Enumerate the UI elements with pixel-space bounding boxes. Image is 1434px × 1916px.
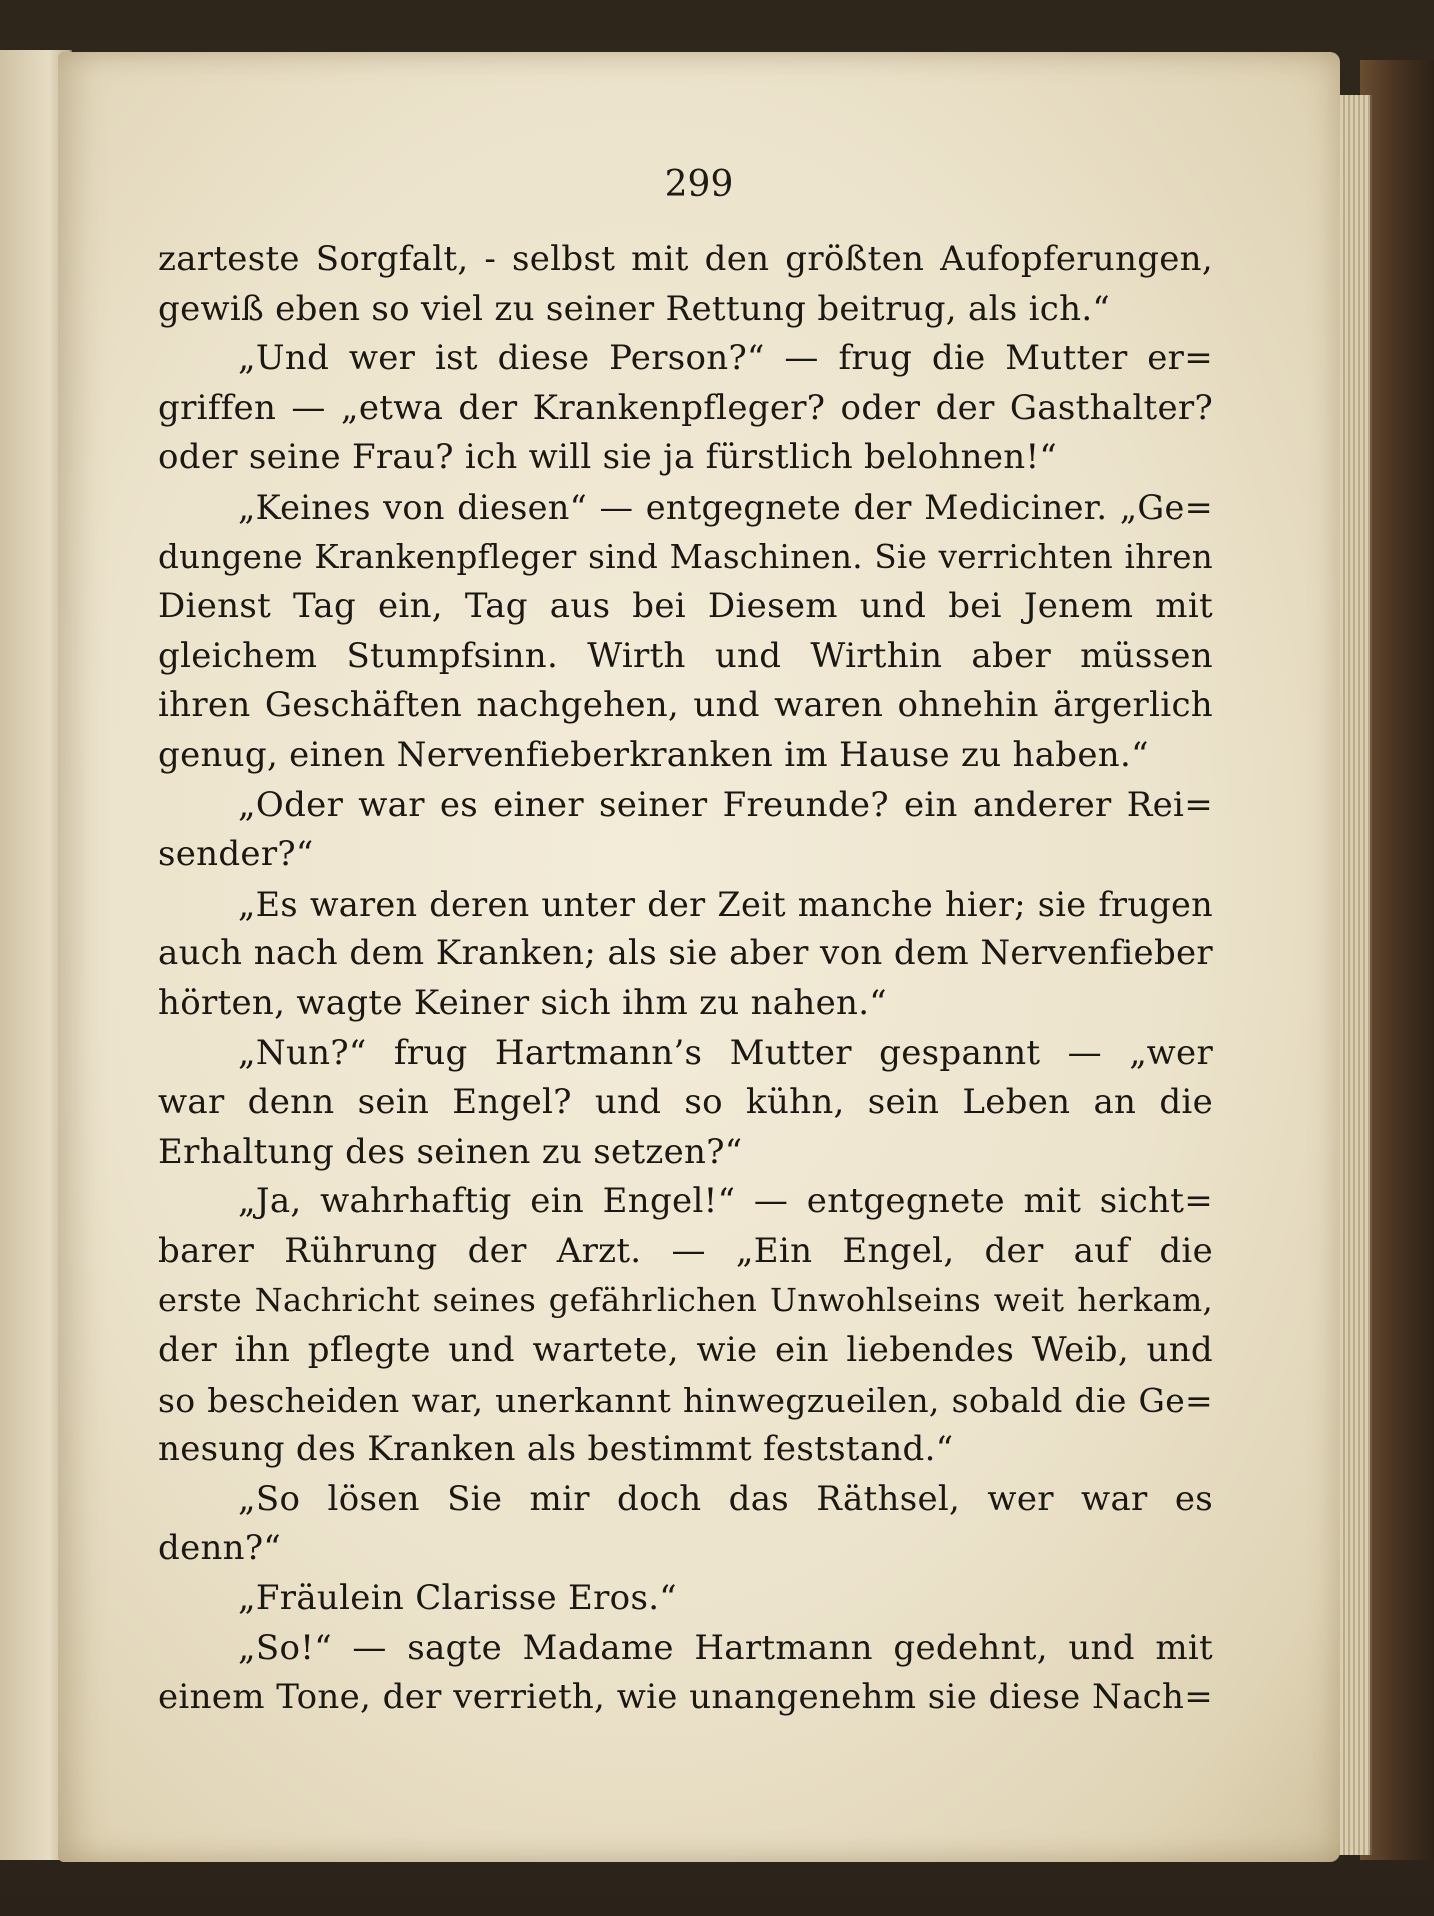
text-line: „So!“ — sagte Madame Hartmann gedehnt, und mit — [238, 1627, 1213, 1668]
page-number: 299 — [664, 164, 734, 205]
text-line: „Oder war es einer seiner Freunde? ein anderer Rei= — [238, 784, 1213, 825]
book-page — [58, 52, 1340, 1862]
text-line: „Und wer ist diese Person?“ — frug die Mutter er= — [238, 338, 1213, 379]
body-text — [158, 235, 1213, 1723]
text-line: gleichem Stumpfsinn. Wirth und Wirthin aber müssen — [158, 635, 1213, 676]
text-line: gewiß eben so viel zu seiner Rettung beitrug, als ich.“ — [158, 288, 1111, 329]
text-line: „Es waren deren unter der Zeit manche hier; sie frugen — [238, 884, 1213, 924]
text-line: genug, einen Nervenfieberkranken im Hause zu haben.“ — [158, 734, 1149, 775]
text-line: barer Rührung der Arzt. — „Ein Engel, der auf die — [158, 1230, 1213, 1271]
text-line: „Ja, wahrhaftig ein Engel!“ — entgegnete mit sicht= — [238, 1181, 1213, 1222]
text-line: denn?“ — [158, 1528, 282, 1569]
text-line: dungene Krankenpfleger sind Maschinen. Sie verrichten ihren — [158, 537, 1213, 576]
text-line: erste Nachricht seines gefährlichen Unwohlseins weit herkam, — [158, 1281, 1213, 1320]
text-line: war denn sein Engel? und so kühn, sein Leben an die — [158, 1082, 1213, 1123]
text-line: hörten, wagte Keiner sich ihm zu nahen.“ — [158, 982, 887, 1023]
text-line: einem Tone, der verrieth, wie unangenehm sie diese Nach= — [158, 1677, 1213, 1718]
text-line: so bescheiden war, unerkannt hinwegzueilen, sobald die Ge= — [158, 1380, 1213, 1420]
text-line: sender?“ — [158, 834, 314, 875]
text-line: „Fräulein Clarisse Eros.“ — [238, 1578, 677, 1619]
text-line: Erhaltung des seinen zu setzen?“ — [158, 1131, 743, 1172]
text-line: „So lösen Sie mir doch das Räthsel, wer war es — [238, 1478, 1213, 1519]
text-line: auch nach dem Kranken; als sie aber von dem Nervenfieber — [158, 933, 1213, 974]
text-line: oder seine Frau? ich will sie ja fürstlich belohnen!“ — [158, 437, 1058, 478]
text-line: Dienst Tag ein, Tag aus bei Diesem und bei Jenem mit — [158, 586, 1213, 627]
text-line: ihren Geschäften nachgehen, und waren ohnehin ärgerlich — [158, 685, 1213, 726]
text-line: der ihn pflegte und wartete, wie ein liebendes Weib, und — [158, 1330, 1213, 1371]
text-line: „Nun?“ frug Hartmann’s Mutter gespannt — „wer — [238, 1032, 1213, 1073]
text-line: „Keines von diesen“ — entgegnete der Mediciner. „Ge= — [238, 487, 1213, 527]
text-line: griffen — „etwa der Krankenpfleger? oder der Gasthalter? — [158, 387, 1213, 428]
text-line: zarteste Sorgfalt, - selbst mit den größten Aufopferungen, — [158, 239, 1213, 279]
text-line: nesung des Kranken als bestimmt feststand.“ — [158, 1429, 954, 1470]
